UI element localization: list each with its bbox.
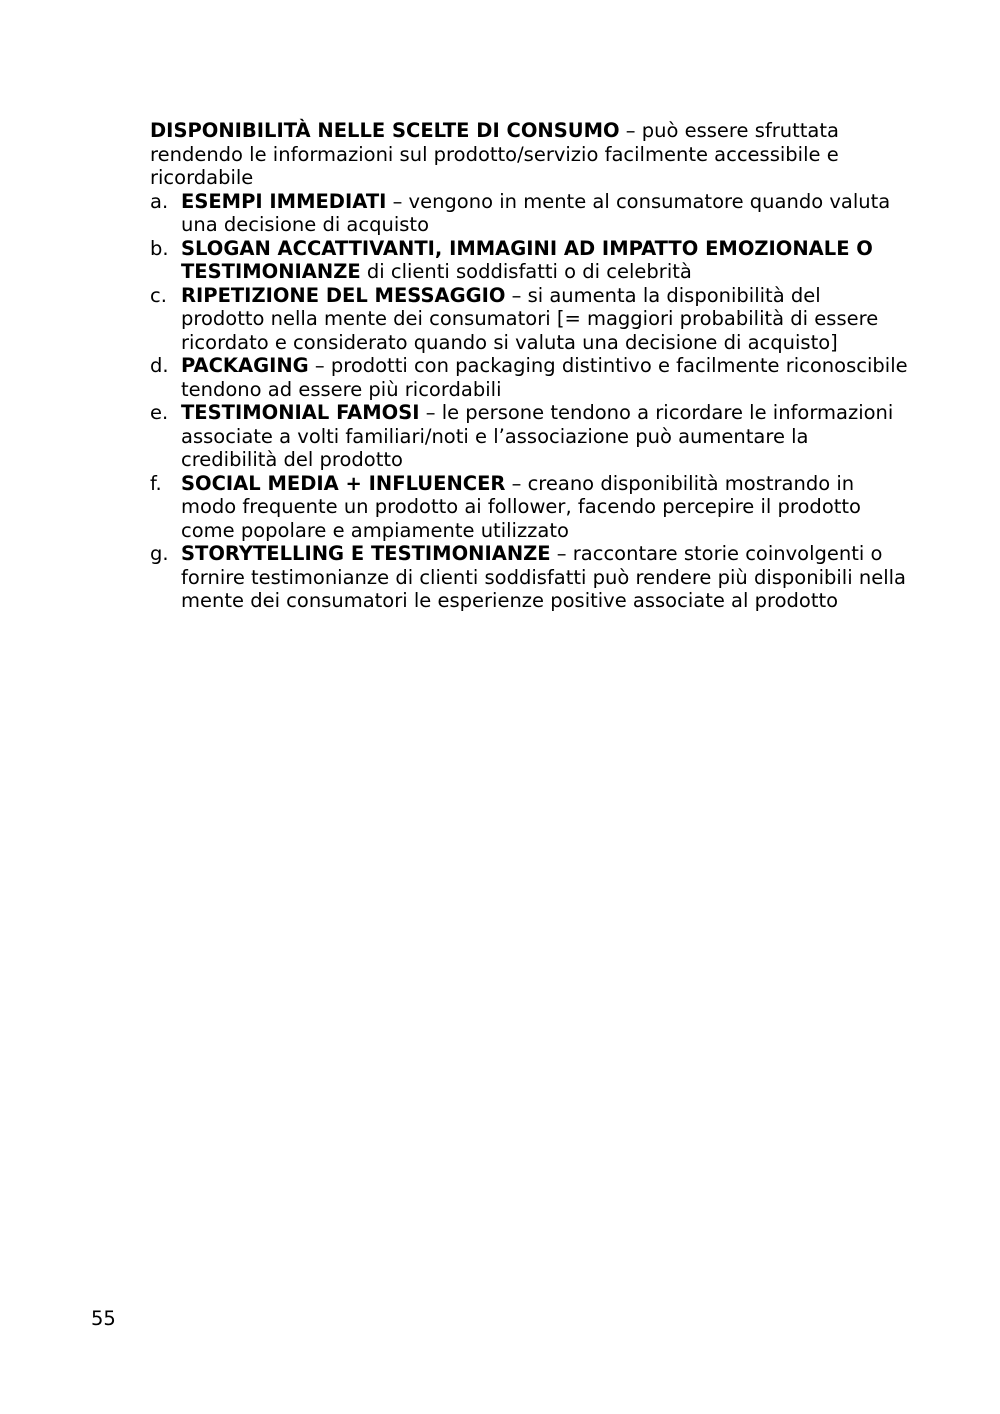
list-item [150, 472, 910, 543]
list-item [150, 284, 910, 355]
item-text: – le persone tendono a ricordare le informazioni associate a volti familiari/noti e l’associazione può aumentare la credibilità del prodotto [181, 401, 894, 471]
item-text: di clienti soddisfatti o di celebrità [360, 260, 692, 283]
list-item [150, 190, 910, 237]
item-text: – vengono in mente al consumatore quando valuta una decisione di acquisto [181, 189, 891, 236]
item-term: TESTIMONIAL FAMOSI [181, 401, 420, 424]
list-marker: c. [150, 283, 167, 307]
list-marker: f. [150, 471, 162, 495]
page-number: 55 [91, 1307, 116, 1330]
document-body [150, 119, 910, 613]
list-item [150, 354, 910, 401]
item-term: ESEMPI IMMEDIATI [181, 189, 387, 213]
availability-list [150, 190, 910, 613]
item-text: – raccontare storie coinvolgenti o fornire testimonianze di clienti soddisfatti può rendere più disponibili nella mente dei consumatori le esperienze positive associate al prodotto [181, 542, 906, 612]
list-marker: b. [150, 236, 169, 260]
list-marker: e. [150, 401, 169, 424]
list-item [150, 237, 910, 284]
item-term: RIPETIZIONE DEL MESSAGGIO [181, 283, 506, 307]
intro-term: DISPONIBILITÀ NELLE SCELTE DI CONSUMO [150, 119, 620, 142]
item-term: SLOGAN ACCATTIVANTI, IMMAGINI AD IMPATTO EMOZIONALE O TESTIMONIANZE [181, 236, 873, 283]
list-marker: g. [150, 542, 169, 565]
item-term: PACKAGING [181, 354, 309, 377]
list-marker: a. [150, 189, 169, 213]
item-text: – prodotti con packaging distintivo e facilmente riconoscibile tendono ad essere più ricordabili [181, 354, 908, 401]
list-item [150, 401, 910, 472]
intro-paragraph [150, 119, 910, 190]
item-text: – creano disponibilità mostrando in modo frequente un prodotto ai follower, facendo percepire il prodotto come popolare e ampiamente utilizzato [181, 471, 861, 542]
list-marker: d. [150, 354, 169, 377]
item-term: SOCIAL MEDIA + INFLUENCER [181, 471, 506, 495]
item-term: STORYTELLING E TESTIMONIANZE [181, 542, 551, 565]
intro-text: – può essere sfruttata rendendo le informazioni sul prodotto/servizio facilmente accessibile e ricordabile [150, 119, 839, 189]
item-text: – si aumenta la disponibilità del prodotto nella mente dei consumatori [= maggiori probabilità di essere ricordato e considerato quando si valuta una decisione di acquisto] [181, 283, 879, 354]
list-item [150, 542, 910, 613]
